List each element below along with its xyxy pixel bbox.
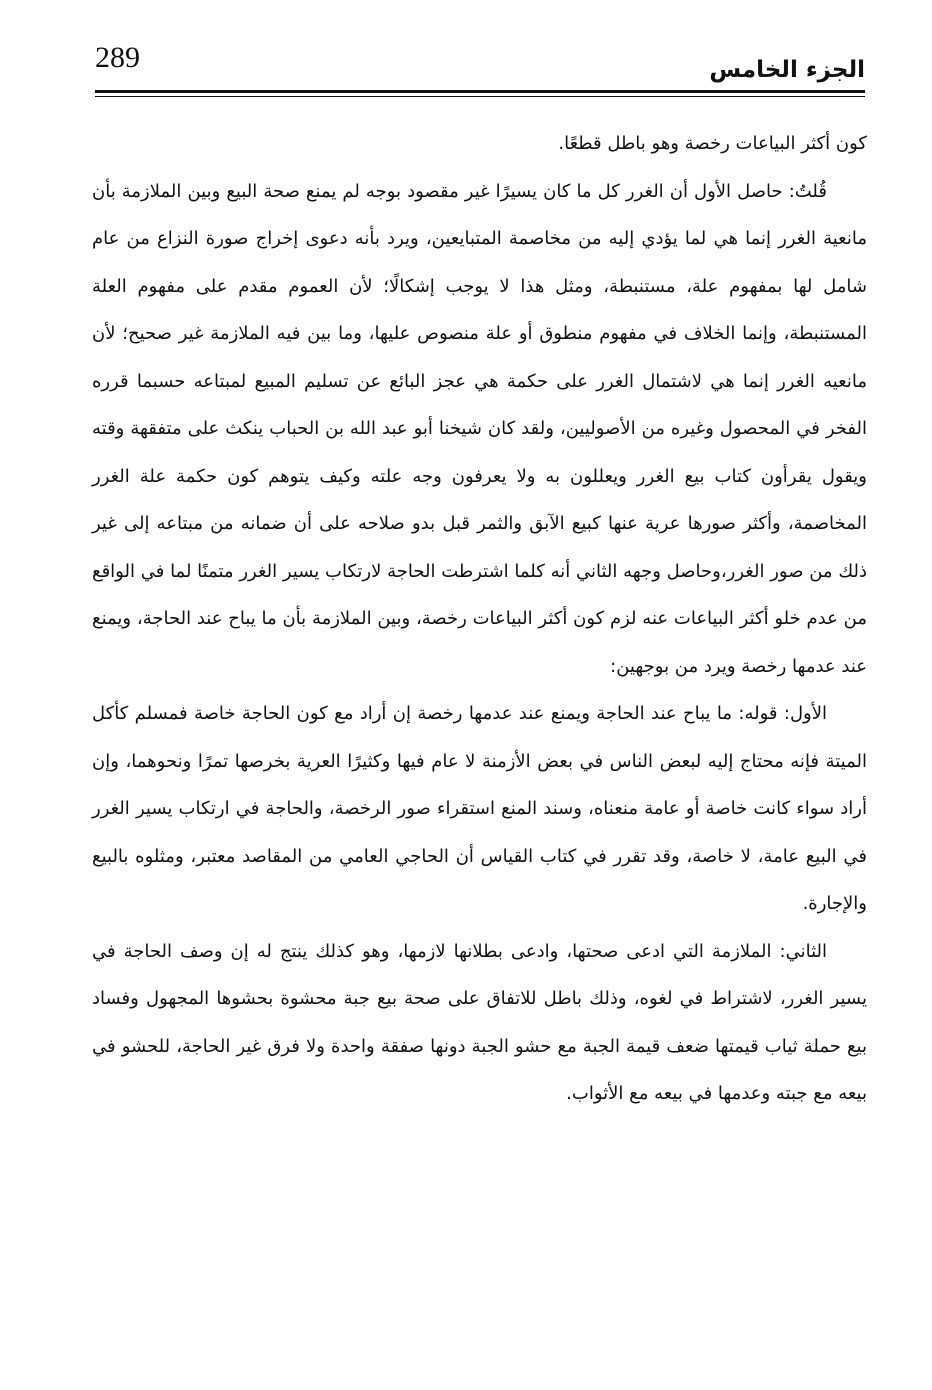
paragraph-1 [92,120,867,168]
paragraph-lead: قُلتُ: [788,180,827,202]
paragraph-text: قوله: ما يباح عند الحاجة ويمنع عند عدمها رخصة إن أراد مع كون الحاجة خاصة فمسلم كأكل الميتة فإنه محتاج إليه لبعض الناس في بعض الأزمنة لا عام فيها وكثيرًا العرية بخرصها تمرًا ونحوهما، وإن أراد سواء كانت خاصة أو عامة منعناه، وسند المنع استقراء صور الرخصة، والحاجة في ارتكاب يسير الغرر في البيع عامة، لا خاصة، وقد تقرر في كتاب القياس أن الحاجي العامي من المقاصد معتبر، ومثلوه بالبيع والإجارة. [92,703,867,914]
body-text [92,120,867,1118]
page-header [95,38,865,98]
paragraph-4 [92,928,867,1118]
header-rule-thick [95,90,865,93]
paragraph-lead: الثاني: [779,940,827,962]
paragraph-lead: الأول: [783,703,827,724]
paragraph-3 [92,690,867,928]
paragraph-text: حاصل الأول أن الغرر كل ما كان يسيرًا غير مقصود بوجه لم يمنع صحة البيع وبين الملازمة بأن مانعية الغرر إنما هي لما يؤدي إليه من مخاصمة المتبايعين، ويرد بأنه دعوى إخراج صورة النزاع من عام شامل لها بمفهوم علة، مستنبطة، ومثل هذا لا يوجب إشكالًا؛ لأن العموم مقدم على مفهوم العلة المستنبطة، وإنما الخلاف في مفهوم منطوق أو علة منصوص عليها، وما بين فيه الملازمة غير صحيح؛ لأن مانعيه الغرر إنما هي لاشتمال الغرر على حكمة هي عجز البائع عن تسليم المبيع لمبتاعه حسبما قرره الفخر في المحصول وغيره من الأصوليين، ولقد كان شيخنا أبو عبد الله بن الحباب ينكث على متفقهة وقته ويقول يقرأون كتاب بيع الغرر ويعللون به ولا يعرفون وجه علته وكيف يتوهم كون حكمة علة الغرر المخاصمة، وأكثر صورها عرية عنها كبيع الآبق والثمر قبل بدو صلاحه على أن ضمانه من مبتاعه إلى غير ذلك من صور الغرر،وحاصل وجهه الثاني أنه كلما اشترطت الحاجة لارتكاب يسير الغرر متمنًا لما في الواقع من عدم خلو أكثر البياعات عنه لزم كون أكثر البياعات رخصة، وبين الملازمة بأن ما يباح عند الحاجة، ويمنع عند عدمها رخصة ويرد من بوجهين: [92,180,867,677]
paragraph-text: الملازمة التي ادعى صحتها، وادعى بطلانها لازمها، وهو كذلك ينتج له إن وصف الحاجة في يسير الغرر، لاشتراط في لغوه، وذلك باطل للاتفاق على صحة بيع جبة محشوة بحشوها المجهول وفساد بيع حملة ثياب قيمتها ضعف قيمة الجبة مع حشو الجبة دونها صفقة واحدة ولا فرق غير الحاجة، للحشو في بيعه مع جبته وعدمها في بيعه مع الأثواب. [92,940,867,1104]
header-rule-thin [95,96,865,97]
page-number: 289 [95,41,140,74]
running-title: الجزء الخامس [709,57,865,83]
paragraph-2 [92,168,867,691]
paragraph-text: كون أكثر البياعات رخصة وهو باطل قطعًا. [558,133,867,154]
